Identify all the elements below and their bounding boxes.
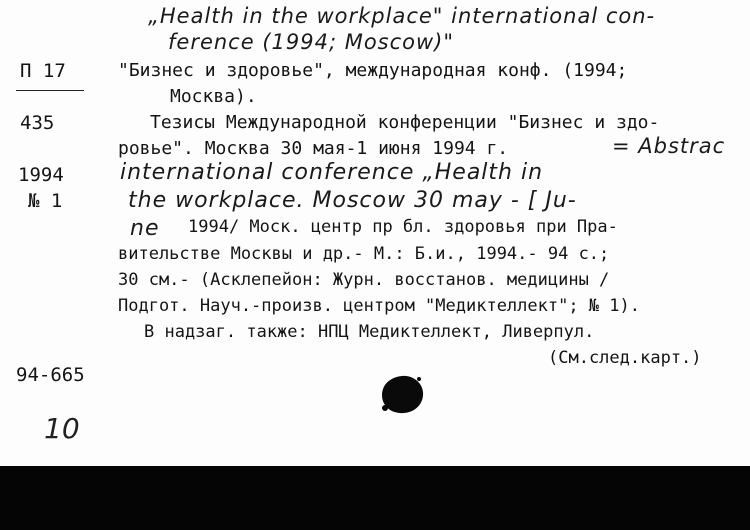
handwritten-translation-line-3: ne	[130, 216, 160, 241]
body-line-1: Тезисы Международной конференции "Бизнес и здо-	[150, 112, 660, 133]
ink-blot	[376, 372, 428, 416]
body-line-6: Подгот. Науч.-произв. центром "Медиктеллект"; № 1).	[118, 296, 640, 316]
continuation-note: (См.след.карт.)	[548, 348, 702, 368]
handwritten-translation-line-2: the workplace. Moscow 30 may - [ Ju-	[128, 188, 577, 213]
heading-line-2: Москва).	[170, 86, 257, 107]
card-number: 435	[20, 112, 55, 134]
body-line-2: ровье". Москва 30 мая-1 июня 1994 г.	[118, 138, 509, 159]
body-line-4: вительстве Москвы и др.- М.: Б.и., 1994.- 94 с.;	[118, 244, 610, 264]
pencil-number: 10	[44, 412, 80, 445]
accession-number: 94-665	[16, 364, 85, 386]
scan-border-bottom	[0, 466, 750, 530]
issue-number: № 1	[28, 190, 63, 212]
handwritten-translation-line-1: international conference „Health in	[120, 160, 544, 185]
index-code: П 17	[20, 60, 66, 82]
publication-year: 1994	[18, 164, 64, 186]
handwritten-title-line-2: ference (1994; Moscow)"	[168, 30, 455, 54]
body-line-3: 1994/ Моск. центр пр бл. здоровья при Пра-	[188, 217, 618, 237]
heading-line-1: "Бизнес и здоровье", международная конф. (1994;	[118, 60, 628, 81]
body-line-5: 30 см.- (Асклепейон: Журн. восстанов. медицины /	[118, 270, 610, 290]
handwritten-abstract-note: = Abstrac	[612, 134, 726, 158]
handwritten-title-line-1: „Health in the workplace" international con-	[148, 4, 656, 28]
index-divider	[16, 90, 84, 91]
note-line: В надзаг. также: НПЦ Медиктеллект, Ливерпул.	[144, 322, 595, 342]
